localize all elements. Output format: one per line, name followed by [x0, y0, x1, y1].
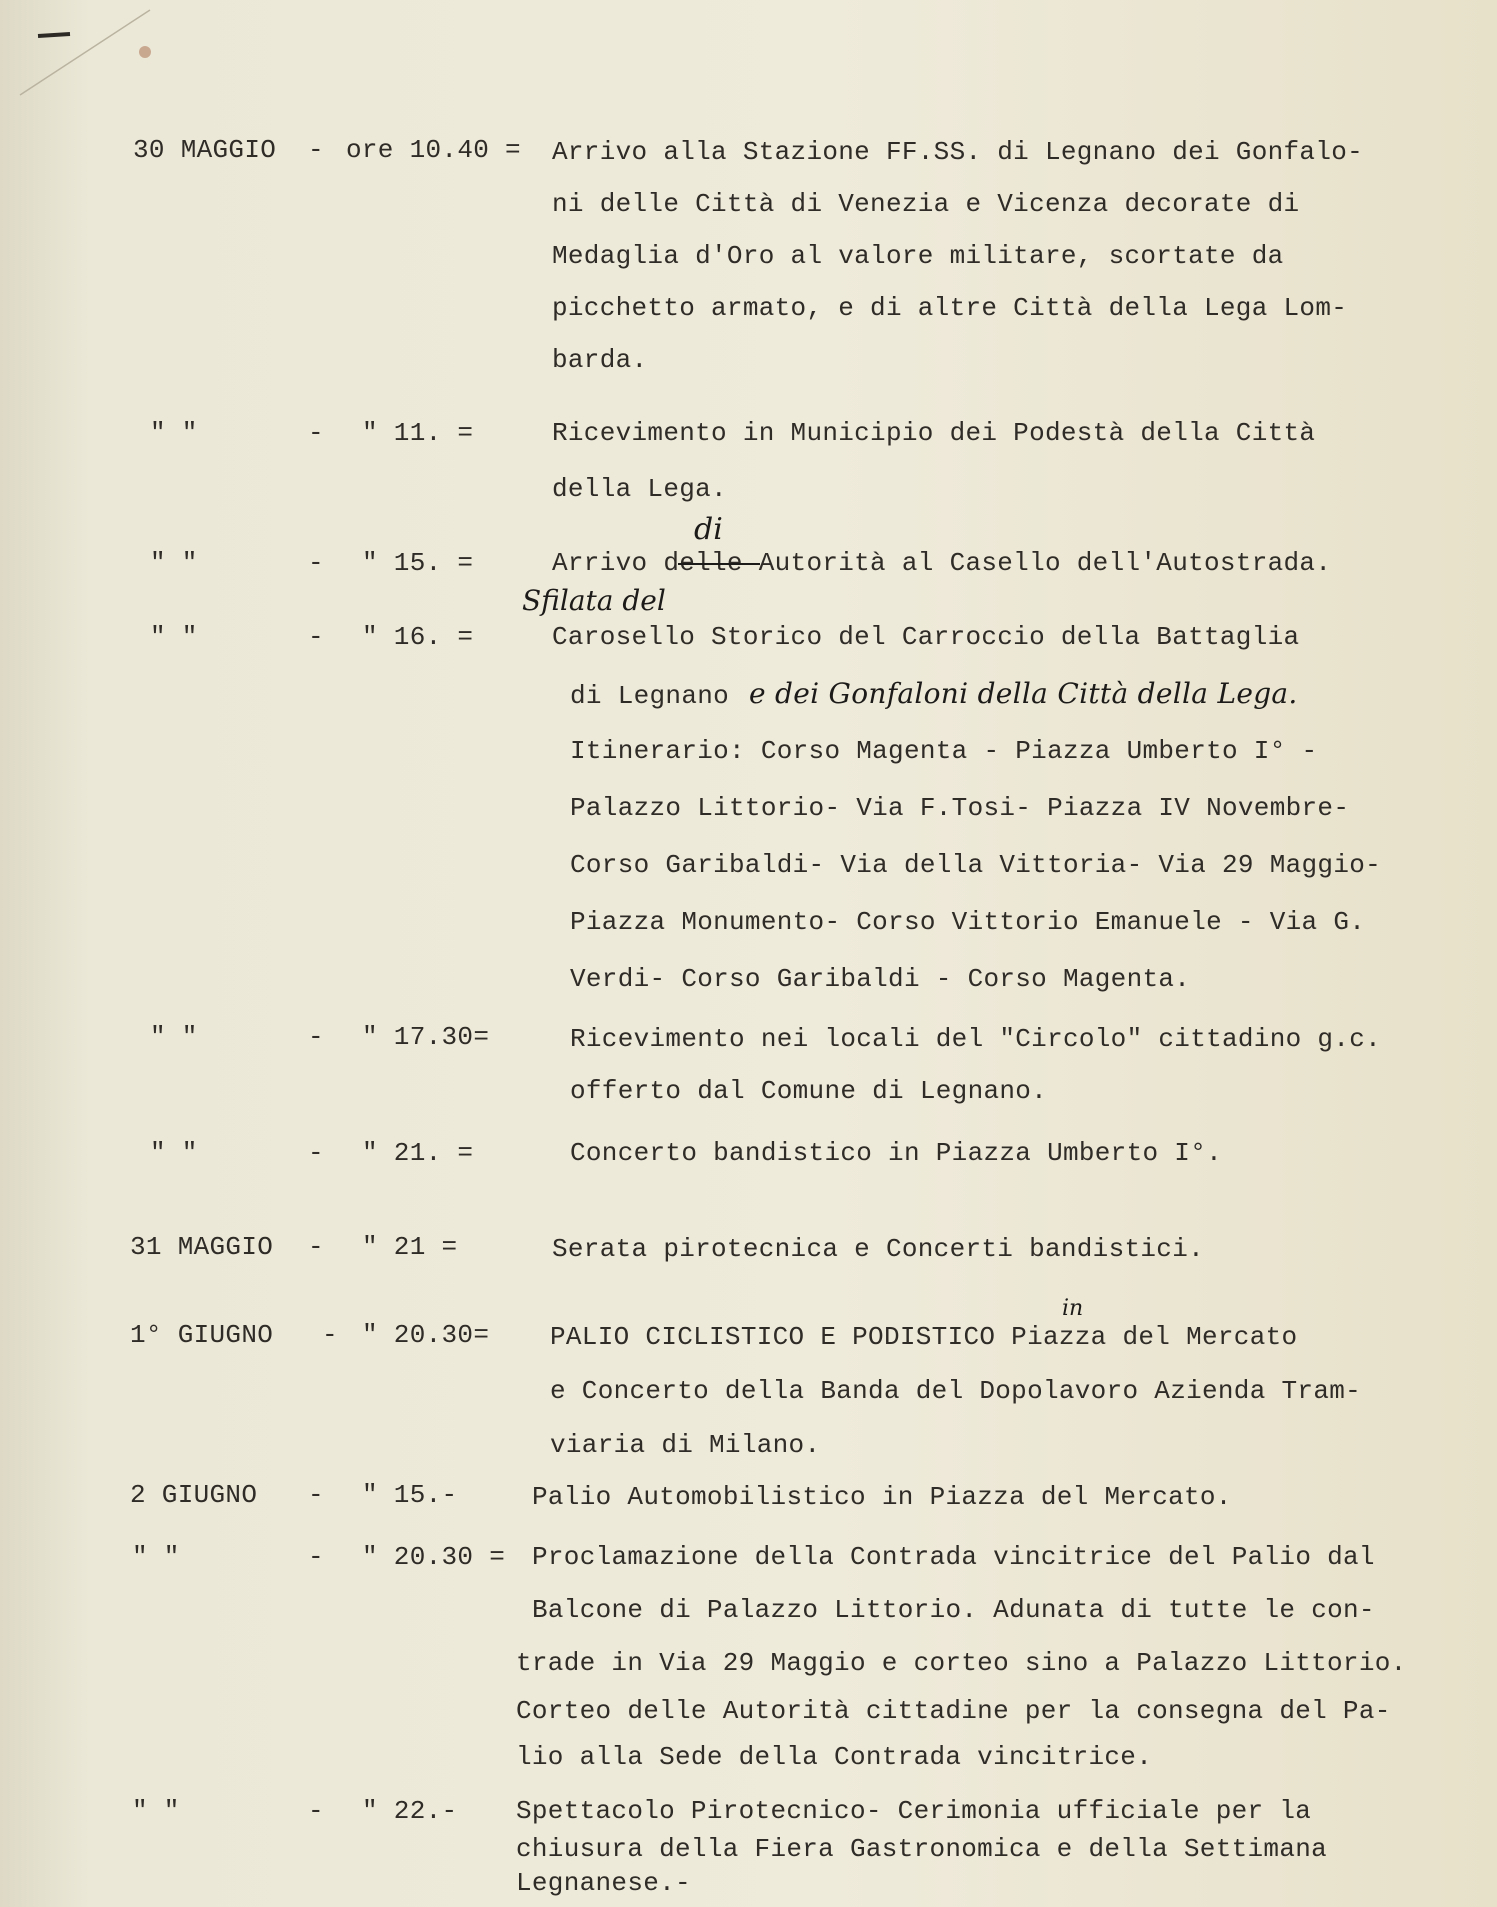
description-line: Spettacolo Pirotecnico- Cerimonia ufficiale per la [516, 1796, 1312, 1826]
entry-dash: - [308, 1022, 324, 1052]
entry-date: " " [150, 622, 198, 652]
description-line: trade in Via 29 Maggio e corteo sino a Palazzo Littorio. [516, 1648, 1407, 1678]
entry-date: " " [150, 1138, 198, 1168]
entry-dash: - [322, 1320, 338, 1350]
entry-time: " 20.30 = [362, 1542, 506, 1572]
entry-date: " " [132, 1796, 180, 1826]
description-line: Ricevimento nei locali del "Circolo" cittadino g.c. [570, 1024, 1382, 1054]
entry-description [570, 1138, 1222, 1168]
entry-date: 1° GIUGNO [130, 1320, 274, 1350]
description-line: ni delle Città di Venezia e Vicenza decorate di [552, 189, 1300, 219]
entry-description [516, 1542, 1407, 1788]
page-fold-crease [0, 0, 240, 120]
entry-time: " 16. = [362, 622, 474, 652]
entry-dash: - [308, 1232, 324, 1262]
description-line: Carosello Storico del Carroccio della Battaglia [552, 622, 1300, 652]
description-line: offerto dal Comune di Legnano. [570, 1076, 1048, 1106]
description-line: della Lega. [552, 474, 727, 504]
entry-description [552, 622, 1381, 1021]
description-text: di Legnano [570, 681, 730, 711]
entry-description [570, 1024, 1381, 1128]
description-line: chiusura della Fiera Gastronomica e della Settimana [516, 1834, 1328, 1864]
entry-dash: - [308, 1480, 324, 1510]
entry-dash: - [308, 548, 324, 578]
description-line: Balcone di Palazzo Littorio. Adunata di tutte le con- [532, 1595, 1375, 1625]
description-line: Ricevimento in Municipio dei Podestà della Città [552, 418, 1316, 448]
entry-date: " " [150, 1022, 198, 1052]
entry-dash: - [308, 1542, 324, 1572]
entry-time: " 15.- [362, 1480, 458, 1510]
description-line: picchetto armato, e di altre Città della Lega Lom- [552, 293, 1348, 323]
entry-date: " " [150, 418, 198, 448]
description-line [570, 679, 1381, 736]
entry-description [532, 1482, 1232, 1512]
description-line: Medaglia d'Oro al valore militare, scortate da [552, 241, 1284, 271]
description-line: Corso Garibaldi- Via della Vittoria- Via 29 Maggio- [570, 850, 1382, 880]
description-line: PALIO CICLISTICO E PODISTICO Piazza del Mercato [550, 1322, 1298, 1352]
entry-description [552, 1234, 1204, 1264]
handwritten-insertion: Sfilata del [522, 584, 666, 617]
description-line: barda. [552, 345, 648, 375]
entry-dash: - [308, 418, 324, 448]
entry-description [552, 137, 1363, 397]
description-line: Proclamazione della Contrada vincitrice del Palio dal [532, 1542, 1375, 1572]
entry-time: ore 10.40 = [346, 135, 521, 165]
description-line: e Concerto della Banda del Dopolavoro Azienda Tram- [550, 1376, 1362, 1406]
description-line: Arrivo delle Autorità al Casello dell'Autostrada. [552, 548, 1332, 578]
description-line: lio alla Sede della Contrada vincitrice. [516, 1742, 1153, 1772]
entry-time: " 21. = [362, 1138, 474, 1168]
entry-description [550, 1322, 1361, 1484]
strikethrough-mark [678, 563, 760, 565]
entry-time: " 17.30= [362, 1022, 490, 1052]
entry-time: " 20.30= [362, 1320, 490, 1350]
entry-date: 30 MAGGIO [133, 135, 277, 165]
entry-dash: - [308, 135, 324, 165]
entry-dash: - [308, 1138, 324, 1168]
entry-description [552, 548, 1331, 578]
handwritten-insertion: di [694, 512, 723, 547]
entry-dash: - [308, 622, 324, 652]
handwritten-insertion: e dei Gonfaloni della Città della Lega. [748, 677, 1298, 710]
description-line: Concerto bandistico in Piazza Umberto I°. [570, 1138, 1223, 1168]
entry-time: " 21 = [362, 1232, 458, 1262]
description-line: Piazza Monumento- Corso Vittorio Emanuele - Via G. [570, 907, 1366, 937]
entry-dash: - [308, 1796, 324, 1826]
description-line: Palio Automobilistico in Piazza del Mercato. [532, 1482, 1232, 1512]
description-line: Legnanese.- [516, 1868, 691, 1898]
description-line: Serata pirotecnica e Concerti bandistici. [552, 1234, 1205, 1264]
entry-description [552, 418, 1315, 530]
description-line: Corteo delle Autorità cittadine per la consegna del Pa- [516, 1696, 1391, 1726]
entry-time: " 15. = [362, 548, 474, 578]
entry-date: " " [150, 548, 198, 578]
description-line: Arrivo alla Stazione FF.SS. di Legnano dei Gonfalo- [552, 137, 1364, 167]
entry-description [516, 1796, 1327, 1902]
entry-date: 31 MAGGIO [130, 1232, 274, 1262]
entry-date: 2 GIUGNO [130, 1480, 258, 1510]
entry-time: " 22.- [362, 1796, 458, 1826]
entry-time: " 11. = [362, 418, 474, 448]
description-line: Itinerario: Corso Magenta - Piazza Umberto I° - [570, 736, 1318, 766]
description-line: Verdi- Corso Garibaldi - Corso Magenta. [570, 964, 1191, 994]
description-line: viaria di Milano. [550, 1430, 821, 1460]
handwritten-insertion: in [1062, 1296, 1084, 1321]
description-line: Palazzo Littorio- Via F.Tosi- Piazza IV Novembre- [570, 793, 1350, 823]
entry-date: " " [132, 1542, 180, 1572]
